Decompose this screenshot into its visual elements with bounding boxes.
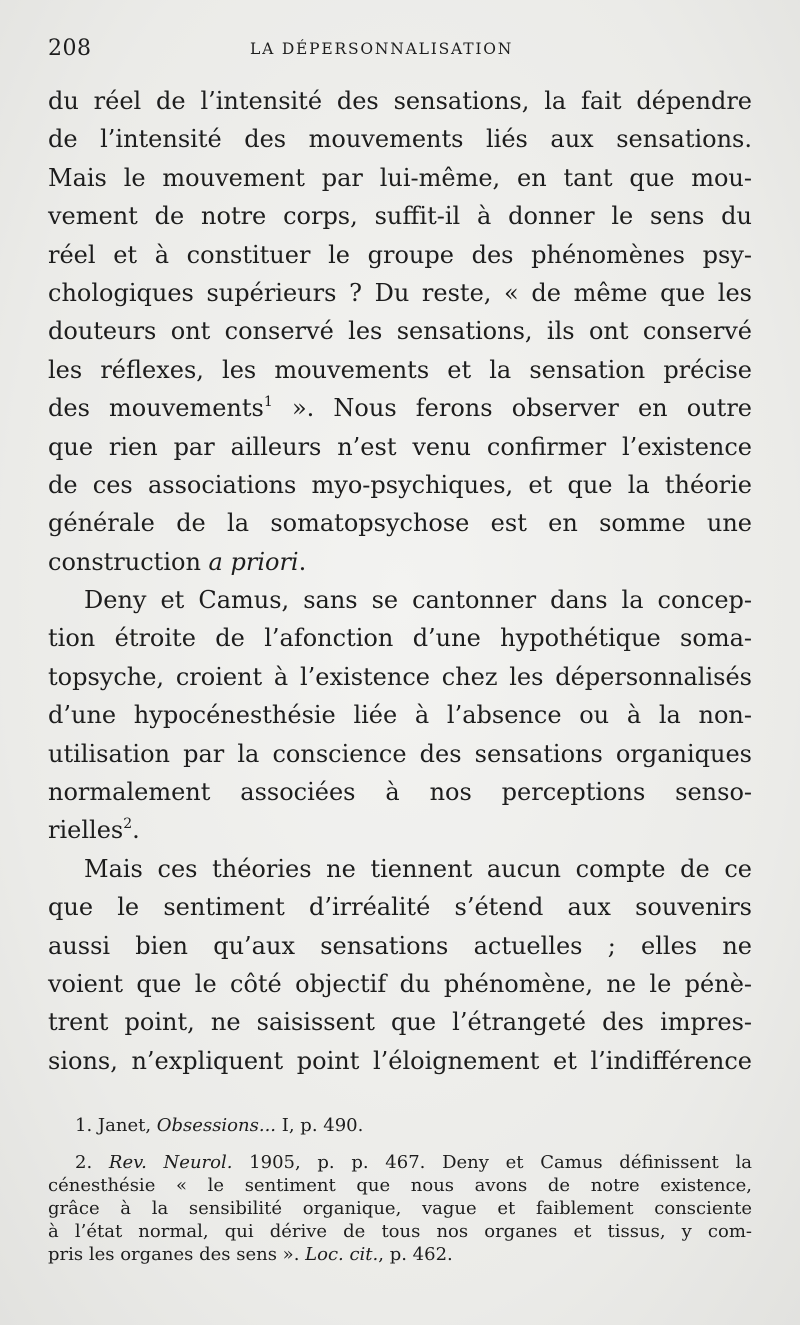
text-line: sions, n’expliquent point l’éloignement et l’indifférence: [48, 1046, 752, 1075]
footnote-title: Obsessions...: [156, 1115, 277, 1136]
footnote-line: [48, 1151, 752, 1174]
page-header: [48, 36, 752, 66]
footnote-citation: Loc. cit.: [305, 1244, 379, 1265]
text-line: voient que le côté objectif du phénomène, ne le pénè-: [48, 969, 752, 998]
running-title: LA DÉPERSONNALISATION: [250, 40, 514, 58]
footnote-line: cénesthésie « le sentiment que nous avons de notre existence,: [48, 1175, 752, 1196]
text-line: chologiques supérieurs ? Du reste, « de même que les: [48, 278, 752, 307]
footnote-number: 2.: [75, 1152, 93, 1173]
footnote-rest: pris les organes des sens ».: [48, 1244, 306, 1265]
text-line: [48, 543, 752, 581]
footnote-rest: , p. 462.: [378, 1244, 453, 1265]
text-line: vement de notre corps, suffit-il à donner le sens du: [48, 202, 752, 231]
footnote-number: 1.: [75, 1115, 93, 1136]
paragraph-3: [48, 850, 752, 1080]
footnote-rest: I, p. 490.: [276, 1115, 364, 1136]
footnote-1: [48, 1114, 752, 1137]
text-line: réel et à constituer le groupe des phénomènes psy-: [48, 240, 752, 269]
body-text: [48, 82, 752, 1080]
text-line: aussi bien qu’aux sensations actuelles ; elles ne: [48, 931, 752, 960]
footnote-line: à l’état normal, qui dérive de tous nos organes et tissus, y com-: [48, 1221, 752, 1242]
text-line: que le sentiment d’irréalité s’étend aux souvenirs: [48, 893, 752, 922]
footnote-ref-1[interactable]: 1: [263, 394, 273, 411]
text-line: [48, 811, 752, 849]
text-line: de l’intensité des mouvements liés aux sensations.: [48, 125, 752, 154]
text-segment: rielles: [48, 816, 124, 845]
text-line: tion étroite de l’afonction d’une hypothétique soma-: [48, 624, 752, 653]
text-segment: .: [132, 816, 140, 845]
paragraph-1: [48, 82, 752, 581]
text-line: générale de la somatopsychose est en somme une: [48, 509, 752, 538]
text-segment: des mouvements: [48, 394, 264, 423]
page-number: 208: [48, 36, 92, 61]
text-line: Mais le mouvement par lui-même, en tant que mou-: [48, 163, 752, 192]
text-line: [48, 389, 752, 427]
paragraph-2: [48, 581, 752, 850]
italic-phrase: a priori: [208, 547, 299, 576]
text-segment: construction: [48, 547, 209, 576]
text-line: d’une hypocénesthésie liée à l’absence ou à la non-: [48, 701, 752, 730]
footnote-ref-2[interactable]: 2: [123, 816, 133, 833]
text-line: Deny et Camus, sans se cantonner dans la concep-: [84, 586, 752, 615]
text-line: que rien par ailleurs n’est venu confirmer l’existence: [48, 432, 752, 461]
footnote-line: grâce à la sensibilité organique, vague et faiblement consciente: [48, 1198, 752, 1219]
text-line: douteurs ont conservé les sensations, ils ont conservé: [48, 317, 752, 346]
footnote-author: Janet,: [92, 1115, 157, 1136]
text-line: Mais ces théories ne tiennent aucun compte de ce: [84, 854, 752, 883]
text-line: du réel de l’intensité des sensations, la fait dépendre: [48, 87, 752, 115]
text-line: les réflexes, les mouvements et la sensation précise: [48, 355, 752, 384]
footnote-journal: Rev. Neurol.: [108, 1152, 233, 1173]
text-line: trent point, ne saisissent que l’étrangeté des impres-: [48, 1008, 752, 1037]
text-segment: ». Nous ferons observer en outre: [272, 394, 752, 423]
footnote-2: [48, 1151, 752, 1266]
footnotes: [48, 1114, 752, 1266]
footnote-line: [48, 1243, 752, 1266]
text-line: utilisation par la conscience des sensations organiques: [48, 739, 752, 768]
text-segment: .: [298, 547, 307, 576]
text-line: de ces associations myo-psychiques, et que la théorie: [48, 470, 752, 499]
text-line: normalement associées à nos perceptions senso-: [48, 778, 752, 807]
text-line: topsyche, croient à l’existence chez les dépersonnalisés: [48, 662, 752, 691]
footnote-rest: 1905, p. p. 467. Deny et Camus définissent la: [232, 1152, 752, 1173]
